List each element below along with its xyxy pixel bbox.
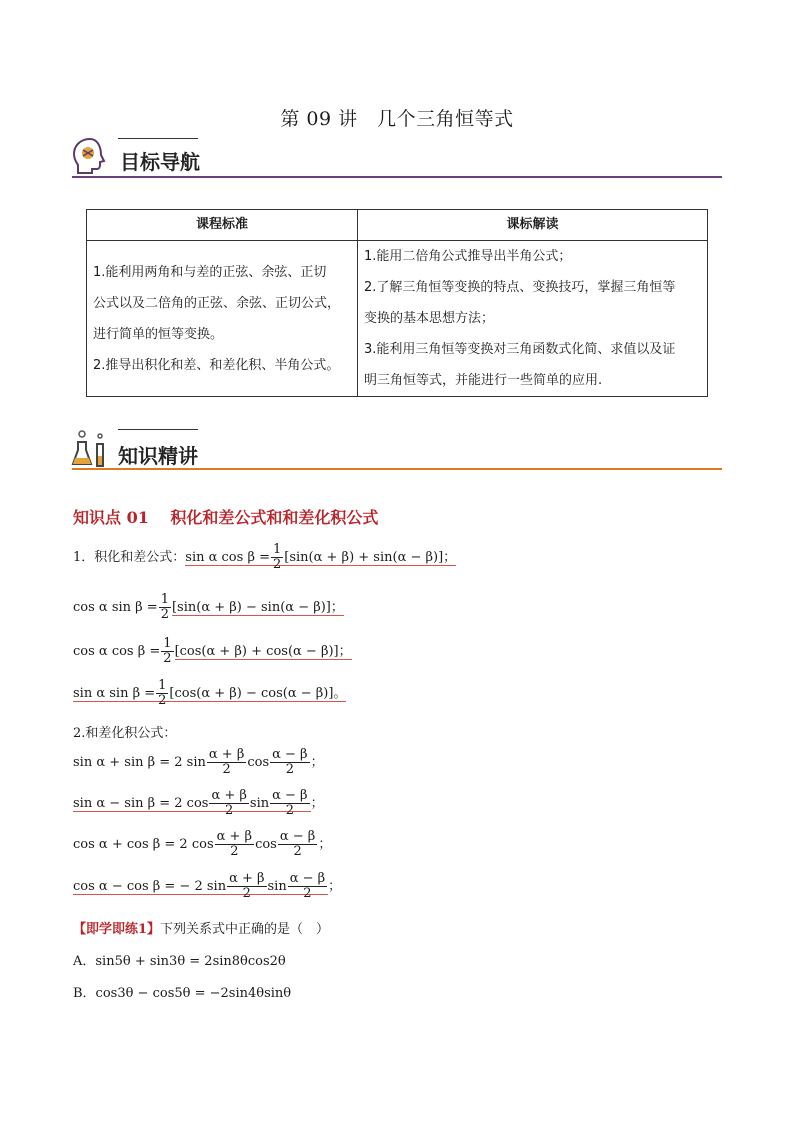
section-decor-line xyxy=(118,138,198,139)
fraction-half: $\frac{1}{2}$ xyxy=(163,636,172,666)
fraction-diff-half: $\frac{\alpha - \beta}{2}$ xyxy=(272,788,308,818)
formula-end: ； xyxy=(318,837,332,852)
section-underline-purple xyxy=(72,176,722,178)
formula-lhs: cos α + cos β = 2 cos xyxy=(73,837,214,852)
interpretation-line: 1.能用二倍角公式推导出半角公式； xyxy=(364,249,572,264)
formula-mid: sin xyxy=(267,879,287,894)
formula-product-to-sum-1 xyxy=(73,543,456,572)
table-cell-interpretation xyxy=(358,241,708,397)
standard-line: 1.能利用两角和与差的正弦、余弦、正切 xyxy=(93,264,327,280)
fraction-sum-half: $\frac{\alpha + \beta}{2}$ xyxy=(208,747,245,777)
section-title-goals: 目标导航 xyxy=(120,150,200,174)
brain-head-icon xyxy=(70,136,110,176)
formula-rhs: [cos(α + β) − cos(α − β)]。 xyxy=(169,686,347,701)
part2-label: 2.和差化积公式： xyxy=(73,726,177,741)
formula-lhs: cos α sin β = xyxy=(73,600,158,615)
formula-end: ； xyxy=(310,755,324,770)
formula-lhs: cos α cos β = xyxy=(73,644,161,659)
formula-lhs: sin α − sin β = 2 cos xyxy=(73,796,209,811)
formula-rhs: [sin(α + β) + sin(α − β)]； xyxy=(284,550,457,565)
formula-lhs: sin α + sin β = 2 sin xyxy=(73,755,206,770)
formula-mid: cos xyxy=(255,837,277,852)
lab-flask-icon xyxy=(70,428,110,468)
formula-product-to-sum-4 xyxy=(73,679,346,708)
curriculum-table xyxy=(86,209,708,397)
formula-lhs: cos α − cos β = − 2 sin xyxy=(73,879,227,894)
table-header-standard: 课程标准 xyxy=(87,210,358,241)
section-title-knowledge: 知识精讲 xyxy=(118,444,198,468)
formula-sum-to-product-1 xyxy=(73,748,324,777)
standard-line: 公式以及二倍角的正弦、余弦、正切公式， xyxy=(93,295,341,311)
interpretation-line: 变换的基本思想方法； xyxy=(364,311,495,326)
formula-end: ； xyxy=(328,879,342,894)
fraction-sum-half: $\frac{\alpha + \beta}{2}$ xyxy=(211,788,247,818)
exercise-option-b: B．cos3θ − cos5θ = −2sin4θsinθ xyxy=(73,986,292,1001)
formula-lhs: sin α sin β = xyxy=(73,686,156,701)
formula-rhs: [sin(α + β) − sin(α − β)]； xyxy=(171,600,344,615)
part1-label: 1．积化和差公式： xyxy=(73,550,186,565)
formula-product-to-sum-2 xyxy=(73,593,344,622)
formula-sum-to-product-4 xyxy=(73,872,341,901)
formula-rhs: [cos(α + β) + cos(α − β)]； xyxy=(174,644,352,659)
formula-sum-to-product-2 xyxy=(73,789,324,818)
standard-line: 2.推导出积化和差、和差化积、半角公式。 xyxy=(93,357,340,373)
knowledge-point-title: 知识点 01 积化和差公式和和差化积公式 xyxy=(73,508,379,527)
exercise-option-a: A．sin5θ + sin3θ = 2sin8θcos2θ xyxy=(73,954,286,969)
section-decor-line xyxy=(118,429,198,430)
formula-lhs: sin α cos β = xyxy=(185,550,270,565)
fraction-diff-half: $\frac{\alpha - \beta}{2}$ xyxy=(289,871,326,901)
formula-mid: sin xyxy=(249,796,270,811)
fraction-half: $\frac{1}{2}$ xyxy=(160,592,169,622)
table-header-interpretation: 课标解读 xyxy=(358,210,708,241)
exercise-tag: 【即学即练1】 xyxy=(73,922,161,937)
exercise-question xyxy=(73,918,329,937)
formula-mid: cos xyxy=(247,755,270,770)
fraction-diff-half: $\frac{\alpha - \beta}{2}$ xyxy=(272,747,308,777)
formula-sum-to-product-3 xyxy=(73,830,331,859)
fraction-half: $\frac{1}{2}$ xyxy=(272,542,282,572)
formula-product-to-sum-3 xyxy=(73,637,352,666)
fraction-diff-half: $\frac{\alpha - \beta}{2}$ xyxy=(279,829,316,859)
fraction-sum-half: $\frac{\alpha + \beta}{2}$ xyxy=(229,871,265,901)
interpretation-line: 2.了解三角恒等变换的特点、变换技巧，掌握三角恒等 xyxy=(364,280,676,295)
exercise-question-text: 下列关系式中正确的是（ ） xyxy=(160,922,330,937)
page-title: 第 09 讲 几个三角恒等式 xyxy=(280,108,514,130)
formula-end: ； xyxy=(310,796,324,811)
fraction-half: $\frac{1}{2}$ xyxy=(158,678,167,708)
fraction-sum-half: $\frac{\alpha + \beta}{2}$ xyxy=(216,829,253,859)
interpretation-line: 明三角恒等式，并能进行一些简单的应用. xyxy=(364,373,603,388)
standard-line: 进行简单的恒等变换。 xyxy=(93,326,224,342)
interpretation-line: 3.能利用三角恒等变换对三角函数式化简、求值以及证 xyxy=(364,342,676,357)
table-cell-standard xyxy=(87,241,358,397)
section-underline-orange xyxy=(72,468,722,470)
